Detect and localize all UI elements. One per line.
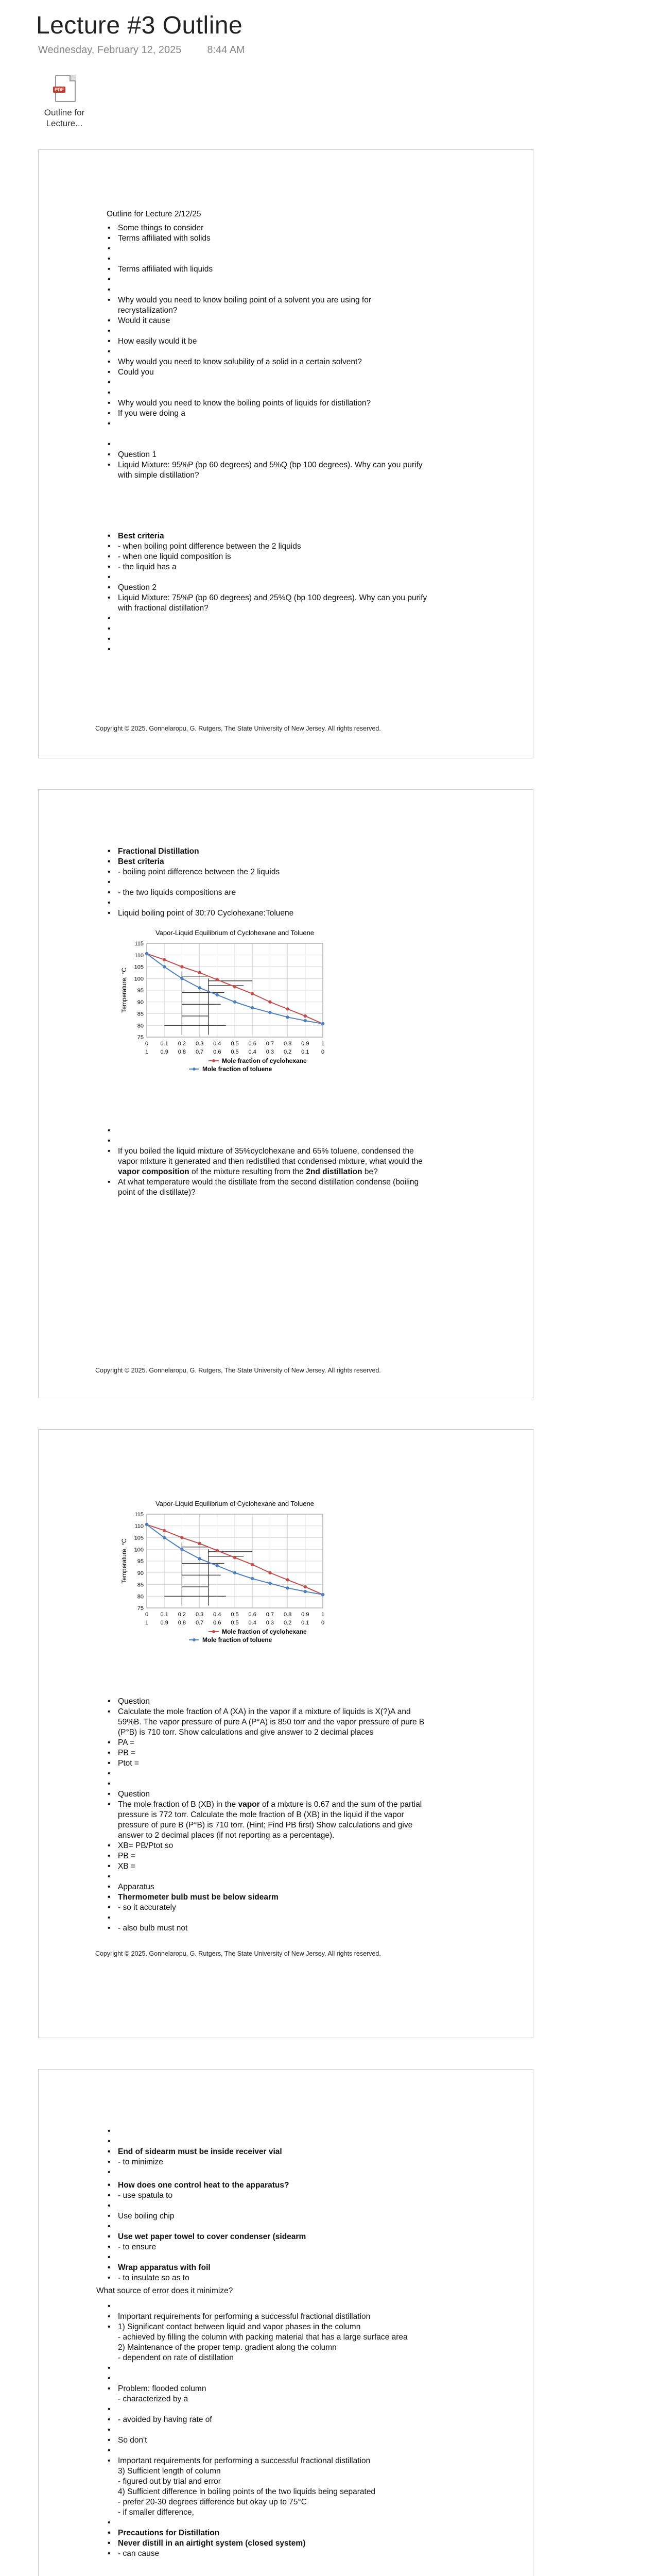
text-line: point of the distillate)?	[118, 1188, 196, 1197]
bullet: • XB= PB/Ptot so	[107, 1841, 173, 1851]
data-point	[268, 1001, 271, 1004]
text-line: pressure of pure B (P°B) is 710 torr. (Hint; Find PB first) Show calculations and give	[118, 1821, 413, 1829]
x-tick-label: 0.4	[213, 1041, 221, 1047]
x-tick-label: 0.9	[301, 1612, 309, 1618]
bullet: • Important requirements for performing a successful fractional distillation	[107, 2312, 370, 2322]
vle-chart	[107, 1496, 467, 1686]
bullet: • - when boiling point difference between the 2 liquids	[107, 541, 301, 552]
text-fragment: of a mixture is 0.67 and the sum of the partial	[259, 1800, 422, 1809]
data-point	[198, 1542, 201, 1545]
emphasis: vapor	[238, 1800, 260, 1809]
x2-tick-label: 0.3	[266, 1620, 274, 1626]
chart-svg	[107, 925, 467, 1115]
y-tick-label: 85	[137, 1011, 144, 1018]
bullet: • Ptot =	[107, 1758, 139, 1769]
copyright-text: Copyright © 2025. Gonnelaropu, G. Rutgers, The State University of New Jersey. All rights reserved.	[95, 725, 381, 732]
data-point	[286, 1586, 289, 1589]
data-point	[198, 986, 201, 989]
text-line: 3) Sufficient length of column	[118, 2467, 221, 2476]
text-line: - achieved by filling the column with packing material that has a large surface area	[118, 2333, 408, 2342]
text-fragment: The mole fraction of B (XB) in the	[118, 1800, 238, 1809]
x-tick-label: 0	[145, 1041, 149, 1047]
x-tick-label: 0.2	[178, 1041, 186, 1047]
data-point	[233, 985, 236, 988]
data-point	[216, 993, 219, 996]
page-title: Lecture #3 Outline	[36, 12, 243, 39]
bullet: • Use wet paper towel to cover condenser (sidearm	[107, 2232, 306, 2242]
data-point	[233, 1556, 236, 1559]
data-point	[145, 952, 148, 955]
legend-marker	[193, 1638, 196, 1641]
y-tick-label: 95	[137, 988, 144, 994]
pdf-file-icon: PDF	[53, 75, 76, 103]
y-tick-label: 90	[137, 1570, 144, 1577]
x-axis-label: Mole fraction of cyclohexane	[222, 1057, 307, 1064]
text-line: pressure is 772 torr. Calculate the mole fraction of B (XB) in the liquid if the vapor	[118, 1810, 404, 1819]
bullet: • Apparatus	[107, 1882, 154, 1892]
x2-tick-label: 0	[321, 1049, 325, 1055]
slide-2	[38, 789, 533, 1398]
bullet: • - avoided by having rate of	[107, 2415, 212, 2425]
data-point	[163, 1536, 166, 1539]
data-point	[321, 1593, 324, 1596]
x-tick-label: 0.3	[195, 1612, 204, 1618]
bullet: • - to insulate so as to	[107, 2273, 189, 2283]
text-line: - dependent on rate of distillation	[118, 2353, 234, 2362]
data-point	[163, 1529, 166, 1532]
x2-tick-label: 0.6	[213, 1049, 221, 1055]
data-point	[233, 1001, 236, 1004]
copyright-text: Copyright © 2025. Gonnelaropu, G. Rutgers, The State University of New Jersey. All rights reserved.	[95, 1950, 381, 1957]
bullet: • Liquid Mixture: 95%P (bp 60 degrees) and 5%Q (bp 100 degrees). Why can you purify	[107, 460, 423, 470]
bullet: • - use spatula to	[107, 2191, 172, 2201]
data-point	[268, 1582, 271, 1585]
text-fragment: be?	[362, 1167, 378, 1176]
data-point	[216, 978, 219, 981]
data-point	[198, 971, 201, 974]
chart-title: Vapor-Liquid Equilibrium of Cyclohexane and Toluene	[155, 929, 315, 937]
x2-tick-label: 0.2	[283, 1049, 292, 1055]
bullet: • End of sidearm must be inside receiver vial	[107, 2147, 282, 2157]
x2-tick-label: 0.4	[248, 1049, 256, 1055]
y-tick-label: 75	[137, 1035, 144, 1041]
bullet: • Could you	[107, 367, 154, 378]
x-tick-label: 0	[145, 1612, 149, 1618]
y-tick-label: 110	[134, 952, 144, 959]
x2-tick-label: 0.6	[213, 1620, 221, 1626]
text-line: What source of error does it minimize?	[96, 2286, 233, 2295]
data-point	[304, 1014, 307, 1018]
data-point	[216, 1549, 219, 1552]
data-point	[198, 1557, 201, 1560]
bullet	[107, 1800, 422, 1810]
data-point	[251, 992, 254, 995]
data-point	[251, 1563, 254, 1566]
bullet: • Best criteria	[107, 857, 164, 867]
page-date: Wednesday, February 12, 2025	[38, 44, 182, 56]
x2-tick-label: 0.4	[248, 1620, 256, 1626]
bullet: • Wrap apparatus with foil	[107, 2263, 211, 2273]
x-tick-label: 0.1	[160, 1041, 168, 1047]
data-point	[268, 1571, 271, 1574]
bullet: • Fractional Distillation	[107, 846, 199, 857]
bullet: • Terms affiliated with liquids	[107, 264, 213, 275]
x-tick-label: 0.4	[213, 1612, 221, 1618]
chart-title: Vapor-Liquid Equilibrium of Cyclohexane and Toluene	[155, 1500, 315, 1507]
data-point	[304, 1019, 307, 1022]
bullet: • Liquid boiling point of 30:70 Cyclohexane:Toluene	[107, 908, 293, 919]
data-point	[163, 958, 166, 961]
x-tick-label: 0.1	[160, 1612, 168, 1618]
x-tick-label: 0.5	[231, 1612, 239, 1618]
text-line	[118, 1167, 378, 1177]
data-point	[268, 1011, 271, 1014]
text-line: 4) Sufficient difference in boiling points of the two liquids being separated	[118, 2487, 376, 2496]
data-point	[304, 1590, 307, 1593]
x-tick-label: 0.6	[248, 1612, 256, 1618]
data-point	[286, 1007, 289, 1010]
text-line: recrystallization?	[118, 306, 178, 315]
data-point	[216, 1564, 219, 1567]
text-line: - figured out by trial and error	[118, 2477, 221, 2486]
bullet: • XB =	[107, 1861, 135, 1872]
bullet: • - also bulb must not	[107, 1923, 187, 1934]
x-tick-label: 1	[321, 1041, 325, 1047]
bullet: • - the two liquids compositions are	[107, 888, 236, 898]
legend-marker	[212, 1059, 215, 1062]
x2-tick-label: 0	[321, 1620, 325, 1626]
data-point	[321, 1022, 324, 1025]
x-tick-label: 0.2	[178, 1612, 186, 1618]
legend-marker	[193, 1067, 196, 1071]
text-fragment: of the mixture resulting from the	[189, 1167, 306, 1176]
x2-axis-label: Mole fraction of toluene	[202, 1065, 272, 1073]
x2-tick-label: 0.8	[178, 1049, 186, 1055]
slide-heading: Outline for Lecture 2/12/25	[107, 210, 201, 218]
data-point	[180, 965, 183, 968]
bullet: • - the liquid has a	[107, 562, 177, 572]
bullet: • - so it accurately	[107, 1903, 176, 1913]
x2-tick-label: 1	[145, 1620, 149, 1626]
x2-axis-label: Mole fraction of toluene	[202, 1636, 272, 1643]
x2-tick-label: 0.2	[283, 1620, 292, 1626]
data-point	[233, 1571, 236, 1574]
data-point	[286, 1578, 289, 1581]
bullet: • Use boiling chip	[107, 2211, 174, 2222]
emphasis: 2nd distillation	[306, 1167, 362, 1176]
slide-4	[38, 2069, 533, 2576]
y-tick-label: 80	[137, 1023, 144, 1029]
x2-tick-label: 0.3	[266, 1049, 274, 1055]
data-point	[163, 965, 166, 968]
attachment-label-2: Lecture...	[46, 118, 83, 128]
attachment-label-1: Outline for	[44, 108, 85, 117]
bullet: • - to minimize	[107, 2157, 163, 2167]
bullet: • How does one control heat to the apparatus?	[107, 2180, 289, 2191]
bullet: • Problem: flooded column	[107, 2384, 206, 2394]
x2-tick-label: 0.9	[160, 1620, 168, 1626]
text-line: vapor mixture it generated and then redistilled that condensed mixture, what would the	[118, 1157, 423, 1166]
bullet: • How easily would it be	[107, 336, 197, 347]
x2-tick-label: 0.9	[160, 1049, 168, 1055]
y-tick-label: 90	[137, 999, 144, 1006]
text-line: 59%B. The vapor pressure of pure A (P°A) is 850 torr and the vapor pressure of pure B	[118, 1718, 425, 1726]
bullet: • 1) Significant contact between liquid and vapor phases in the column	[107, 2322, 360, 2332]
x-tick-label: 0.3	[195, 1041, 204, 1047]
y-tick-label: 100	[134, 976, 144, 982]
bullet: • Precautions for Distillation	[107, 2528, 219, 2538]
bullet: • At what temperature would the distillate from the second distillation condense (boiling	[107, 1177, 419, 1188]
x-tick-label: 0.8	[283, 1612, 292, 1618]
bullet: • Thermometer bulb must be below sidearm	[107, 1892, 279, 1903]
data-point	[180, 1536, 183, 1539]
bullet: • Why would you need to know solubility of a solid in a certain solvent?	[107, 357, 362, 367]
x-tick-label: 0.5	[231, 1041, 239, 1047]
data-point	[145, 1523, 148, 1526]
page-datetime	[38, 44, 271, 56]
y-axis-label: Temperature, °C	[120, 968, 128, 1013]
text-line: with fractional distillation?	[118, 604, 209, 613]
bullet: • Never distill in an airtight system (closed system)	[107, 2538, 305, 2549]
bullet: • Would it cause	[107, 316, 170, 326]
legend-marker	[212, 1630, 215, 1633]
x2-tick-label: 1	[145, 1049, 149, 1055]
x2-tick-label: 0.7	[195, 1620, 204, 1626]
vle-chart	[107, 925, 467, 1115]
bullet: • Question	[107, 1789, 150, 1800]
bullet: • PB =	[107, 1748, 135, 1758]
bullet: • If you were doing a	[107, 409, 185, 419]
x2-tick-label: 0.7	[195, 1049, 204, 1055]
bullet: • - boiling point difference between the 2 liquids	[107, 867, 280, 877]
bullet: • If you boiled the liquid mixture of 35%cyclohexane and 65% toluene, condensed the	[107, 1146, 414, 1157]
y-tick-label: 85	[137, 1582, 144, 1588]
text-line: - characterized by a	[118, 2395, 188, 2403]
x-tick-label: 0.7	[266, 1041, 274, 1047]
chart-svg	[107, 1496, 467, 1686]
data-point	[286, 1015, 289, 1019]
y-tick-label: 110	[134, 1523, 144, 1530]
bullet: • - can cause	[107, 2549, 159, 2559]
x-tick-label: 0.7	[266, 1612, 274, 1618]
x2-tick-label: 0.5	[231, 1620, 239, 1626]
bullet: • Best criteria	[107, 531, 164, 541]
text-line: answer to 2 decimal places (if not reporting as a percentage).	[118, 1831, 335, 1840]
bullet: • Calculate the mole fraction of A (XA) in the vapor if a mixture of liquids is X(?)A and	[107, 1707, 411, 1717]
data-point	[251, 1006, 254, 1009]
text-line: - if smaller difference,	[118, 2508, 194, 2517]
x-tick-label: 0.6	[248, 1041, 256, 1047]
emphasis: vapor composition	[118, 1167, 189, 1176]
bullet: • - when one liquid composition is	[107, 552, 231, 562]
x-tick-label: 1	[321, 1612, 325, 1618]
y-tick-label: 115	[134, 941, 144, 947]
bullet: • Question 1	[107, 450, 157, 460]
bullet: • - to ensure	[107, 2242, 156, 2252]
bullet: • Why would you need to know the boiling points of liquids for distillation?	[107, 398, 371, 409]
text-line: (P°B) is 710 torr. Show calculations and give answer to 2 decimal places	[118, 1728, 374, 1737]
bullet: • Terms affiliated with solids	[107, 233, 211, 244]
bullet: • Question	[107, 1697, 150, 1707]
data-point	[180, 977, 183, 980]
bullet: • PA =	[107, 1738, 134, 1748]
y-tick-label: 100	[134, 1547, 144, 1553]
text-line: with simple distillation?	[118, 471, 199, 480]
data-point	[251, 1577, 254, 1580]
x-tick-label: 0.9	[301, 1041, 309, 1047]
y-tick-label: 105	[134, 964, 144, 971]
bullet: • So don't	[107, 2435, 147, 2446]
x2-tick-label: 0.1	[301, 1049, 309, 1055]
pdf-attachment[interactable]	[36, 75, 93, 129]
copyright-text: Copyright © 2025. Gonnelaropu, G. Rutgers, The State University of New Jersey. All rights reserved.	[95, 1367, 381, 1374]
bullet: • Why would you need to know boiling point of a solvent you are using for	[107, 295, 371, 306]
bullet: • Some things to consider	[107, 223, 203, 233]
y-axis-label: Temperature, °C	[120, 1538, 128, 1584]
y-tick-label: 105	[134, 1535, 144, 1541]
bullet: • PB =	[107, 1851, 135, 1861]
y-tick-label: 95	[137, 1558, 144, 1565]
text-line: 2) Maintenance of the proper temp. gradient along the column	[118, 2343, 337, 2352]
data-point	[180, 1548, 183, 1551]
page-time: 8:44 AM	[207, 44, 245, 56]
x2-tick-label: 0.1	[301, 1620, 309, 1626]
x2-tick-label: 0.8	[178, 1620, 186, 1626]
y-tick-label: 115	[134, 1512, 144, 1518]
data-point	[304, 1585, 307, 1588]
slide-3	[38, 1429, 533, 2038]
x2-tick-label: 0.5	[231, 1049, 239, 1055]
bullet: • Liquid Mixture: 75%P (bp 60 degrees) and 25%Q (bp 100 degrees). Why can you purify	[107, 593, 427, 603]
x-tick-label: 0.8	[283, 1041, 292, 1047]
x-axis-label: Mole fraction of cyclohexane	[222, 1628, 307, 1635]
slide-1	[38, 149, 533, 758]
y-tick-label: 75	[137, 1605, 144, 1612]
y-tick-label: 80	[137, 1594, 144, 1600]
text-line: - prefer 20-30 degrees difference but okay up to 75°C	[118, 2498, 307, 2506]
bullet: • Question 2	[107, 583, 157, 593]
bullet: • Important requirements for performing a successful fractional distillation	[107, 2456, 370, 2466]
